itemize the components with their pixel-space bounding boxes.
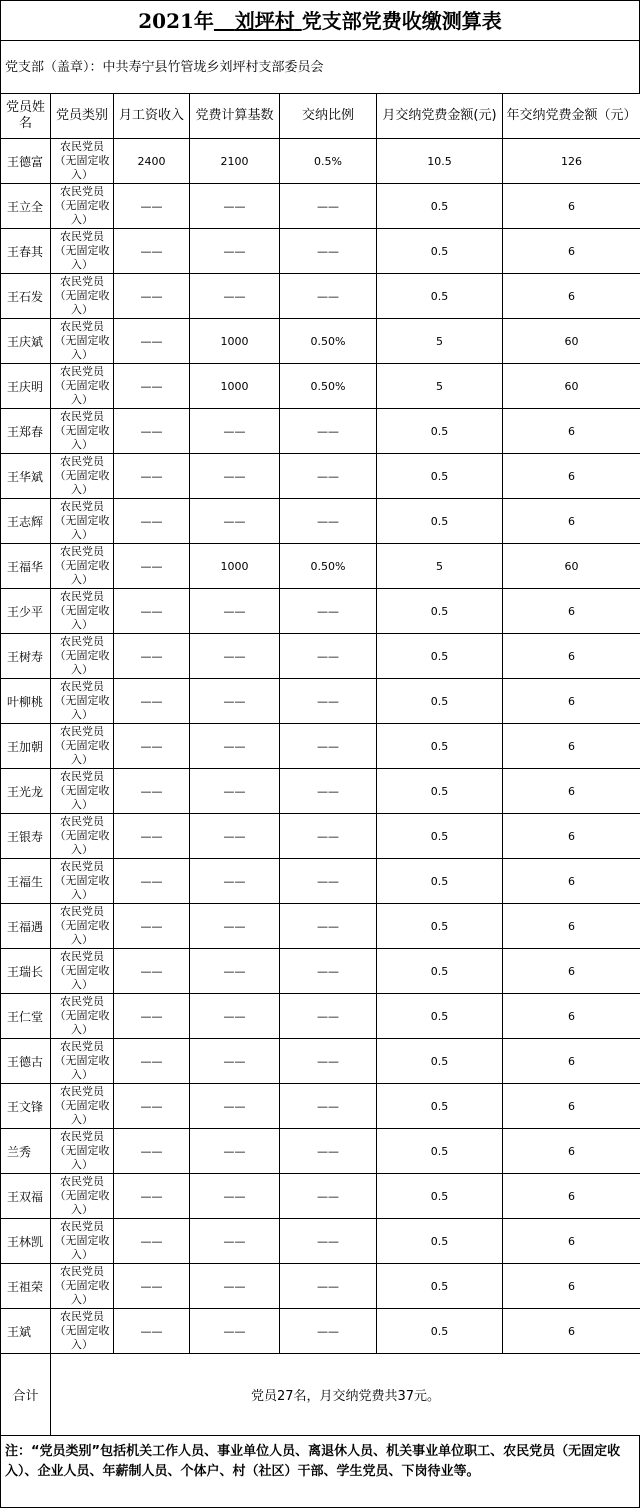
title-year: 2021年 — [138, 9, 214, 33]
fee-ratio: —— — [280, 1309, 377, 1354]
fee-base: —— — [190, 814, 280, 859]
fee-base: —— — [190, 949, 280, 994]
header-name: 党员姓名 — [1, 94, 51, 139]
fee-base: —— — [190, 1219, 280, 1264]
member-category: 农民党员（无固定收入） — [51, 139, 114, 184]
table-row — [1, 184, 640, 229]
member-name: 叶柳桃 — [1, 679, 51, 724]
member-name: 王福遇 — [1, 904, 51, 949]
member-name: 王双福 — [1, 1174, 51, 1219]
header-base: 党费计算基数 — [190, 94, 280, 139]
monthly-fee: 0.5 — [377, 1039, 503, 1084]
table-row — [1, 1309, 640, 1354]
table-row — [1, 1219, 640, 1264]
member-category: 农民党员（无固定收入） — [51, 1309, 114, 1354]
member-name: 王立全 — [1, 184, 51, 229]
monthly-salary: —— — [114, 994, 190, 1039]
member-category: 农民党员（无固定收入） — [51, 859, 114, 904]
fee-ratio: —— — [280, 634, 377, 679]
yearly-fee: 6 — [503, 904, 640, 949]
table-row — [1, 364, 640, 409]
monthly-fee: 0.5 — [377, 994, 503, 1039]
monthly-fee: 0.5 — [377, 1174, 503, 1219]
fee-ratio: —— — [280, 679, 377, 724]
member-category: 农民党员（无固定收入） — [51, 994, 114, 1039]
fee-base: —— — [190, 1264, 280, 1309]
fee-base: 1000 — [190, 364, 280, 409]
member-name: 王庆斌 — [1, 319, 51, 364]
table-row — [1, 229, 640, 274]
monthly-salary: —— — [114, 949, 190, 994]
yearly-fee: 6 — [503, 769, 640, 814]
fee-ratio: 0.50% — [280, 319, 377, 364]
member-category: 农民党员（无固定收入） — [51, 814, 114, 859]
monthly-fee: 0.5 — [377, 949, 503, 994]
monthly-fee: 5 — [377, 319, 503, 364]
fee-base: —— — [190, 1084, 280, 1129]
member-category: 农民党员（无固定收入） — [51, 499, 114, 544]
monthly-salary: —— — [114, 859, 190, 904]
fee-base: —— — [190, 769, 280, 814]
fee-ratio: —— — [280, 769, 377, 814]
total-label: 合计 — [1, 1354, 51, 1436]
total-row — [1, 1354, 640, 1436]
fee-ratio: —— — [280, 724, 377, 769]
fee-ratio: —— — [280, 589, 377, 634]
monthly-salary: —— — [114, 1129, 190, 1174]
member-name: 王光龙 — [1, 769, 51, 814]
fee-ratio: 0.50% — [280, 544, 377, 589]
header-yearly: 年交纳党费金额（元） — [503, 94, 640, 139]
table-row — [1, 1039, 640, 1084]
member-category: 农民党员（无固定收入） — [51, 544, 114, 589]
member-name: 王石发 — [1, 274, 51, 319]
branch-line: 党支部（盖章）：中共寿宁县竹管垅乡刘坪村支部委员会 — [0, 40, 640, 93]
fee-base: —— — [190, 1309, 280, 1354]
member-name: 王华斌 — [1, 454, 51, 499]
fee-ratio: —— — [280, 1039, 377, 1084]
monthly-salary: —— — [114, 814, 190, 859]
monthly-fee: 0.5 — [377, 724, 503, 769]
fee-base: 2100 — [190, 139, 280, 184]
yearly-fee: 60 — [503, 544, 640, 589]
table-row — [1, 904, 640, 949]
fee-base: —— — [190, 184, 280, 229]
yearly-fee: 6 — [503, 1309, 640, 1354]
monthly-salary: —— — [114, 1264, 190, 1309]
monthly-salary: —— — [114, 229, 190, 274]
fee-ratio: 0.5% — [280, 139, 377, 184]
member-category: 农民党员（无固定收入） — [51, 454, 114, 499]
monthly-salary: —— — [114, 409, 190, 454]
yearly-fee: 6 — [503, 589, 640, 634]
table-row — [1, 994, 640, 1039]
yearly-fee: 6 — [503, 994, 640, 1039]
member-name: 王林凯 — [1, 1219, 51, 1264]
fee-base: —— — [190, 274, 280, 319]
member-category: 农民党员（无固定收入） — [51, 634, 114, 679]
fee-base: —— — [190, 499, 280, 544]
header-ratio: 交纳比例 — [280, 94, 377, 139]
member-category: 农民党员（无固定收入） — [51, 1219, 114, 1264]
fee-base: 1000 — [190, 319, 280, 364]
monthly-fee: 0.5 — [377, 409, 503, 454]
header-category: 党员类别 — [51, 94, 114, 139]
fee-base: 1000 — [190, 544, 280, 589]
fee-ratio: —— — [280, 1219, 377, 1264]
yearly-fee: 6 — [503, 274, 640, 319]
monthly-fee: 0.5 — [377, 454, 503, 499]
yearly-fee: 6 — [503, 499, 640, 544]
monthly-salary: —— — [114, 679, 190, 724]
member-category: 农民党员（无固定收入） — [51, 724, 114, 769]
monthly-fee: 0.5 — [377, 589, 503, 634]
yearly-fee: 6 — [503, 679, 640, 724]
yearly-fee: 6 — [503, 1084, 640, 1129]
monthly-salary: —— — [114, 184, 190, 229]
page-title — [0, 0, 640, 40]
monthly-salary: —— — [114, 544, 190, 589]
fee-ratio: 0.50% — [280, 364, 377, 409]
monthly-salary: —— — [114, 589, 190, 634]
member-name: 王郑春 — [1, 409, 51, 454]
header-salary: 月工资收入 — [114, 94, 190, 139]
member-name: 王德古 — [1, 1039, 51, 1084]
member-name: 王庆明 — [1, 364, 51, 409]
member-category: 农民党员（无固定收入） — [51, 949, 114, 994]
member-category: 农民党员（无固定收入） — [51, 1084, 114, 1129]
member-name: 王文锋 — [1, 1084, 51, 1129]
total-value: 党员27名，月交纳党费共37元。 — [51, 1354, 640, 1436]
yearly-fee: 126 — [503, 139, 640, 184]
table-row — [1, 1084, 640, 1129]
yearly-fee: 6 — [503, 1039, 640, 1084]
monthly-fee: 0.5 — [377, 1264, 503, 1309]
fee-ratio: —— — [280, 1084, 377, 1129]
yearly-fee: 6 — [503, 1129, 640, 1174]
member-name: 王加朝 — [1, 724, 51, 769]
table-row — [1, 859, 640, 904]
monthly-fee: 0.5 — [377, 1129, 503, 1174]
fee-base: —— — [190, 1174, 280, 1219]
member-category: 农民党员（无固定收入） — [51, 589, 114, 634]
yearly-fee: 6 — [503, 1219, 640, 1264]
table-row — [1, 814, 640, 859]
member-name: 兰秀 — [1, 1129, 51, 1174]
monthly-salary: —— — [114, 1219, 190, 1264]
member-name: 王树寿 — [1, 634, 51, 679]
table-row — [1, 139, 640, 184]
fee-base: —— — [190, 229, 280, 274]
yearly-fee: 60 — [503, 319, 640, 364]
fee-base: —— — [190, 724, 280, 769]
member-name: 王少平 — [1, 589, 51, 634]
member-name: 王志辉 — [1, 499, 51, 544]
fee-ratio: —— — [280, 229, 377, 274]
table-row — [1, 724, 640, 769]
monthly-salary: —— — [114, 454, 190, 499]
monthly-salary: —— — [114, 364, 190, 409]
fee-ratio: —— — [280, 454, 377, 499]
title-suffix: 党支部党费收缴测算表 — [301, 9, 502, 33]
table-row — [1, 1264, 640, 1309]
member-category: 农民党员（无固定收入） — [51, 229, 114, 274]
monthly-fee: 0.5 — [377, 904, 503, 949]
monthly-salary: —— — [114, 634, 190, 679]
monthly-fee: 0.5 — [377, 769, 503, 814]
monthly-fee: 0.5 — [377, 184, 503, 229]
table-row — [1, 454, 640, 499]
monthly-fee: 0.5 — [377, 634, 503, 679]
title-village: 刘坪村 — [234, 9, 295, 33]
member-category: 农民党员（无固定收入） — [51, 409, 114, 454]
member-category: 农民党员（无固定收入） — [51, 1129, 114, 1174]
table-row — [1, 319, 640, 364]
yearly-fee: 6 — [503, 409, 640, 454]
member-name: 王祖荣 — [1, 1264, 51, 1309]
table-row — [1, 769, 640, 814]
fee-ratio: —— — [280, 859, 377, 904]
monthly-salary: —— — [114, 769, 190, 814]
member-category: 农民党员（无固定收入） — [51, 1174, 114, 1219]
member-name: 王仁堂 — [1, 994, 51, 1039]
fee-ratio: —— — [280, 499, 377, 544]
member-category: 农民党员（无固定收入） — [51, 1039, 114, 1084]
fee-table — [0, 93, 640, 1436]
monthly-fee: 10.5 — [377, 139, 503, 184]
table-row — [1, 544, 640, 589]
monthly-salary: 2400 — [114, 139, 190, 184]
fee-ratio: —— — [280, 1264, 377, 1309]
yearly-fee: 6 — [503, 859, 640, 904]
table-row — [1, 274, 640, 319]
table-row — [1, 949, 640, 994]
monthly-fee: 0.5 — [377, 814, 503, 859]
member-name: 王德富 — [1, 139, 51, 184]
table-row — [1, 634, 640, 679]
yearly-fee: 6 — [503, 229, 640, 274]
yearly-fee: 6 — [503, 184, 640, 229]
header-row — [1, 94, 640, 139]
member-category: 农民党员（无固定收入） — [51, 364, 114, 409]
fee-base: —— — [190, 589, 280, 634]
member-category: 农民党员（无固定收入） — [51, 769, 114, 814]
fee-ratio: —— — [280, 409, 377, 454]
fee-ratio: —— — [280, 1129, 377, 1174]
monthly-salary: —— — [114, 1174, 190, 1219]
fee-ratio: —— — [280, 949, 377, 994]
member-category: 农民党员（无固定收入） — [51, 319, 114, 364]
monthly-salary: —— — [114, 904, 190, 949]
member-category: 农民党员（无固定收入） — [51, 1264, 114, 1309]
monthly-fee: 0.5 — [377, 1084, 503, 1129]
monthly-salary: —— — [114, 499, 190, 544]
yearly-fee: 6 — [503, 814, 640, 859]
yearly-fee: 6 — [503, 634, 640, 679]
fee-base: —— — [190, 859, 280, 904]
fee-ratio: —— — [280, 274, 377, 319]
fee-base: —— — [190, 409, 280, 454]
fee-base: —— — [190, 904, 280, 949]
table-row — [1, 679, 640, 724]
member-category: 农民党员（无固定收入） — [51, 679, 114, 724]
yearly-fee: 60 — [503, 364, 640, 409]
table-row — [1, 1174, 640, 1219]
monthly-fee: 0.5 — [377, 859, 503, 904]
header-monthly: 月交纳党费金额(元) — [377, 94, 503, 139]
monthly-fee: 0.5 — [377, 1309, 503, 1354]
fee-ratio: —— — [280, 184, 377, 229]
footnote: 注：“党员类别”包括机关工作人员、事业单位人员、离退休人员、机关事业单位职工、农民党员（无固定收入）、企业人员、年薪制人员、个体户、村（社区）干部、学生党员、下岗待业等。 — [0, 1436, 640, 1508]
monthly-fee: 0.5 — [377, 1219, 503, 1264]
monthly-fee: 0.5 — [377, 274, 503, 319]
fee-ratio: —— — [280, 904, 377, 949]
member-category: 农民党员（无固定收入） — [51, 274, 114, 319]
member-name: 王瑞长 — [1, 949, 51, 994]
fee-ratio: —— — [280, 994, 377, 1039]
monthly-salary: —— — [114, 274, 190, 319]
fee-base: —— — [190, 1039, 280, 1084]
monthly-fee: 5 — [377, 544, 503, 589]
monthly-salary: —— — [114, 724, 190, 769]
monthly-fee: 0.5 — [377, 499, 503, 544]
member-name: 王银寿 — [1, 814, 51, 859]
table-row — [1, 409, 640, 454]
member-name: 王春其 — [1, 229, 51, 274]
member-category: 农民党员（无固定收入） — [51, 184, 114, 229]
monthly-fee: 0.5 — [377, 229, 503, 274]
table-row — [1, 499, 640, 544]
monthly-fee: 5 — [377, 364, 503, 409]
yearly-fee: 6 — [503, 1174, 640, 1219]
fee-base: —— — [190, 994, 280, 1039]
yearly-fee: 6 — [503, 724, 640, 769]
monthly-salary: —— — [114, 1309, 190, 1354]
monthly-salary: —— — [114, 319, 190, 364]
table-row — [1, 589, 640, 634]
yearly-fee: 6 — [503, 1264, 640, 1309]
member-name: 王斌 — [1, 1309, 51, 1354]
fee-base: —— — [190, 634, 280, 679]
member-name: 王福华 — [1, 544, 51, 589]
monthly-salary: —— — [114, 1039, 190, 1084]
fee-ratio: —— — [280, 1174, 377, 1219]
monthly-salary: —— — [114, 1084, 190, 1129]
member-name: 王福生 — [1, 859, 51, 904]
member-category: 农民党员（无固定收入） — [51, 904, 114, 949]
monthly-fee: 0.5 — [377, 679, 503, 724]
yearly-fee: 6 — [503, 949, 640, 994]
yearly-fee: 6 — [503, 454, 640, 499]
fee-ratio: —— — [280, 814, 377, 859]
fee-base: —— — [190, 1129, 280, 1174]
fee-base: —— — [190, 679, 280, 724]
table-row — [1, 1129, 640, 1174]
fee-base: —— — [190, 454, 280, 499]
